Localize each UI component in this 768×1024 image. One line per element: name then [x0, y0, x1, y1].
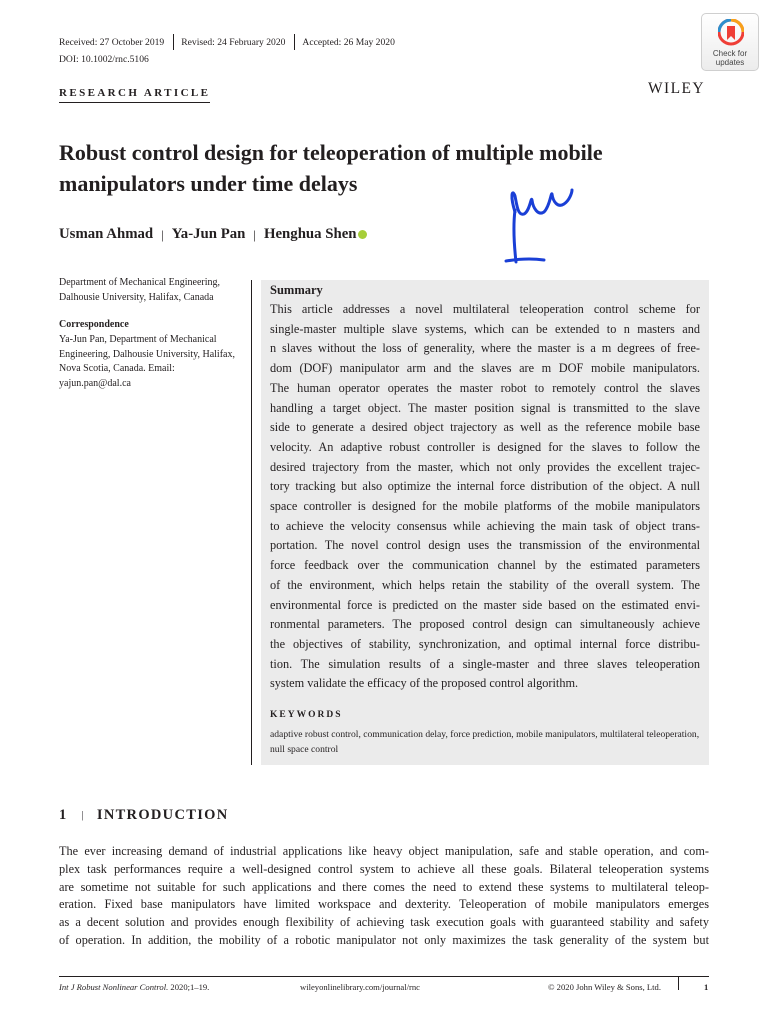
article-type: RESEARCH ARTICLE [59, 87, 210, 103]
divider: | [253, 226, 256, 242]
keywords-text: adaptive robust control, communication delay, force prediction, mobile manipulators, multilateral teleoperation, null space control [270, 729, 700, 755]
summary-line: of the environment, which helps retain the stability of the overall system. The [270, 577, 700, 592]
summary-line: n slaves without the loss of generality, where the master is a m degrees of free- [270, 341, 700, 356]
badge-label [702, 49, 758, 67]
check-for-updates-badge[interactable] [701, 13, 759, 71]
accepted-date: Accepted: 26 May 2020 [302, 36, 395, 48]
section-title: INTRODUCTION [96, 807, 229, 823]
section-heading [59, 807, 229, 824]
correspondence: Ya-Jun Pan, Department of Mechanical Engineering, Dalhousie University, Halifax, Nova Scotia, Canada. Email: yajun.pan@dal.ca [59, 334, 235, 389]
divider: | [161, 226, 164, 242]
handwritten-mark [498, 186, 578, 268]
intro-line: plex task performances require a well-designed control system to achieve all these goals. Bilateral teleoperation systems [59, 861, 709, 876]
summary-line: ronmental parameters. The proposed control design can simultaneously achieve [270, 617, 700, 632]
doi-link[interactable]: DOI: 10.1002/rnc.5106 [59, 54, 149, 65]
article-title: Robust control design for teleoperation of multiple mobile manipulators under time delays [59, 140, 603, 196]
footer-copyright: © 2020 John Wiley & Sons, Ltd. [548, 982, 661, 992]
badge-line-1: Check for [712, 49, 748, 58]
publisher-logo: WILEY [648, 80, 705, 97]
intro-line: are sometime not suitable for such applications and there comes the need to extend these systems to multilateral teleop- [59, 879, 709, 894]
author-3[interactable]: Henghua Shen [263, 226, 357, 242]
badge-line-2: updates [715, 58, 745, 67]
summary-text [270, 300, 700, 694]
summary-line: space controller is designed for the mobile platforms of the mobile manipulators [270, 499, 700, 514]
summary-line: The human operator operates the master robot to remotely control the slaves [270, 380, 700, 395]
footer-url[interactable]: wileyonlinelibrary.com/journal/rnc [300, 982, 420, 992]
summary-line: tion. The simulation results of a single-master and three slaves teleoperation [270, 656, 700, 671]
intro-line: as a decent solution and provides enough flexibility of achieving task execution goals with guaranteed stability and safety [59, 915, 709, 930]
summary-line: handling a target object. The master position signal is transmitted to the slave [270, 400, 700, 415]
intro-line: eration. Fixed base manipulators have limited workspace and dexterity. Teleoperation of mobile manipulators emerges [59, 897, 709, 912]
summary-line: portation. The novel control design uses the transmission of the environmental [270, 538, 700, 553]
intro-line: The ever increasing demand of industrial applications like heavy object manipulation, safe and stable operation, and com- [59, 844, 709, 858]
correspondence-heading: Correspondence [59, 319, 129, 330]
author-1[interactable]: Usman Ahmad [59, 226, 154, 242]
summary-line: environmental force is predicted on the master side based on the estimated envi- [270, 597, 700, 612]
column-divider [251, 280, 252, 765]
author-2[interactable]: Ya-Jun Pan [171, 226, 246, 242]
summary-line: velocity. An adaptive robust controller is designed for the slaves to follow the [270, 439, 700, 454]
summary-line: single-master multiple slave systems, which can be extended to n masters and [270, 321, 700, 336]
summary-line: This article addresses a novel multilateral teleoperation control scheme for [270, 302, 700, 316]
summary-line: the objectives of stability, synchronization, and optimal internal force distribu- [270, 636, 700, 651]
footer-rule [59, 976, 709, 977]
introduction-text [59, 843, 709, 950]
summary-heading: Summary [270, 283, 323, 297]
summary-line: side to generate a desired object trajectory as well as the reference mobile base [270, 420, 700, 435]
orcid-icon[interactable] [358, 230, 367, 239]
intro-line: of operation. In addition, the mobility of a robotic manipulator not only maximizes the task generality of the system but [59, 932, 709, 947]
journal-info: 2020;1–19. [170, 982, 210, 992]
journal-name: Int J Robust Nonlinear Control. [59, 982, 169, 992]
footer-journal [59, 982, 209, 992]
summary-line: to achieve the velocity consensus while achieving the main task of object trans- [270, 518, 700, 533]
divider [294, 34, 295, 50]
author-list [59, 226, 367, 243]
summary-line: tory tracking but also optimize the internal force distribution of the object. A null [270, 479, 700, 494]
divider: | [81, 810, 85, 821]
summary-line: force feedback over the communication channel by the estimated parameters [270, 558, 700, 573]
summary-line: dom (DOF) manipulator arm and the slaves are m DOF mobile manipulators. [270, 361, 700, 376]
section-number: 1 [59, 807, 68, 823]
divider [678, 977, 679, 990]
summary-line: desired trajectory from the master, which not only provides the excellent trajec- [270, 459, 700, 474]
received-date: Received: 27 October 2019 [59, 36, 165, 48]
affiliation: Department of Mechanical Engineering, Dalhousie University, Halifax, Canada [59, 277, 221, 303]
page-number: 1 [704, 982, 709, 992]
summary-line: system validate the efficacy of the proposed control algorithm. [270, 676, 579, 691]
revised-date: Revised: 24 February 2020 [181, 36, 286, 48]
bookmark-icon [718, 19, 744, 49]
keywords-heading: KEYWORDS [270, 710, 343, 720]
header-dates [59, 35, 395, 49]
divider [173, 34, 174, 50]
